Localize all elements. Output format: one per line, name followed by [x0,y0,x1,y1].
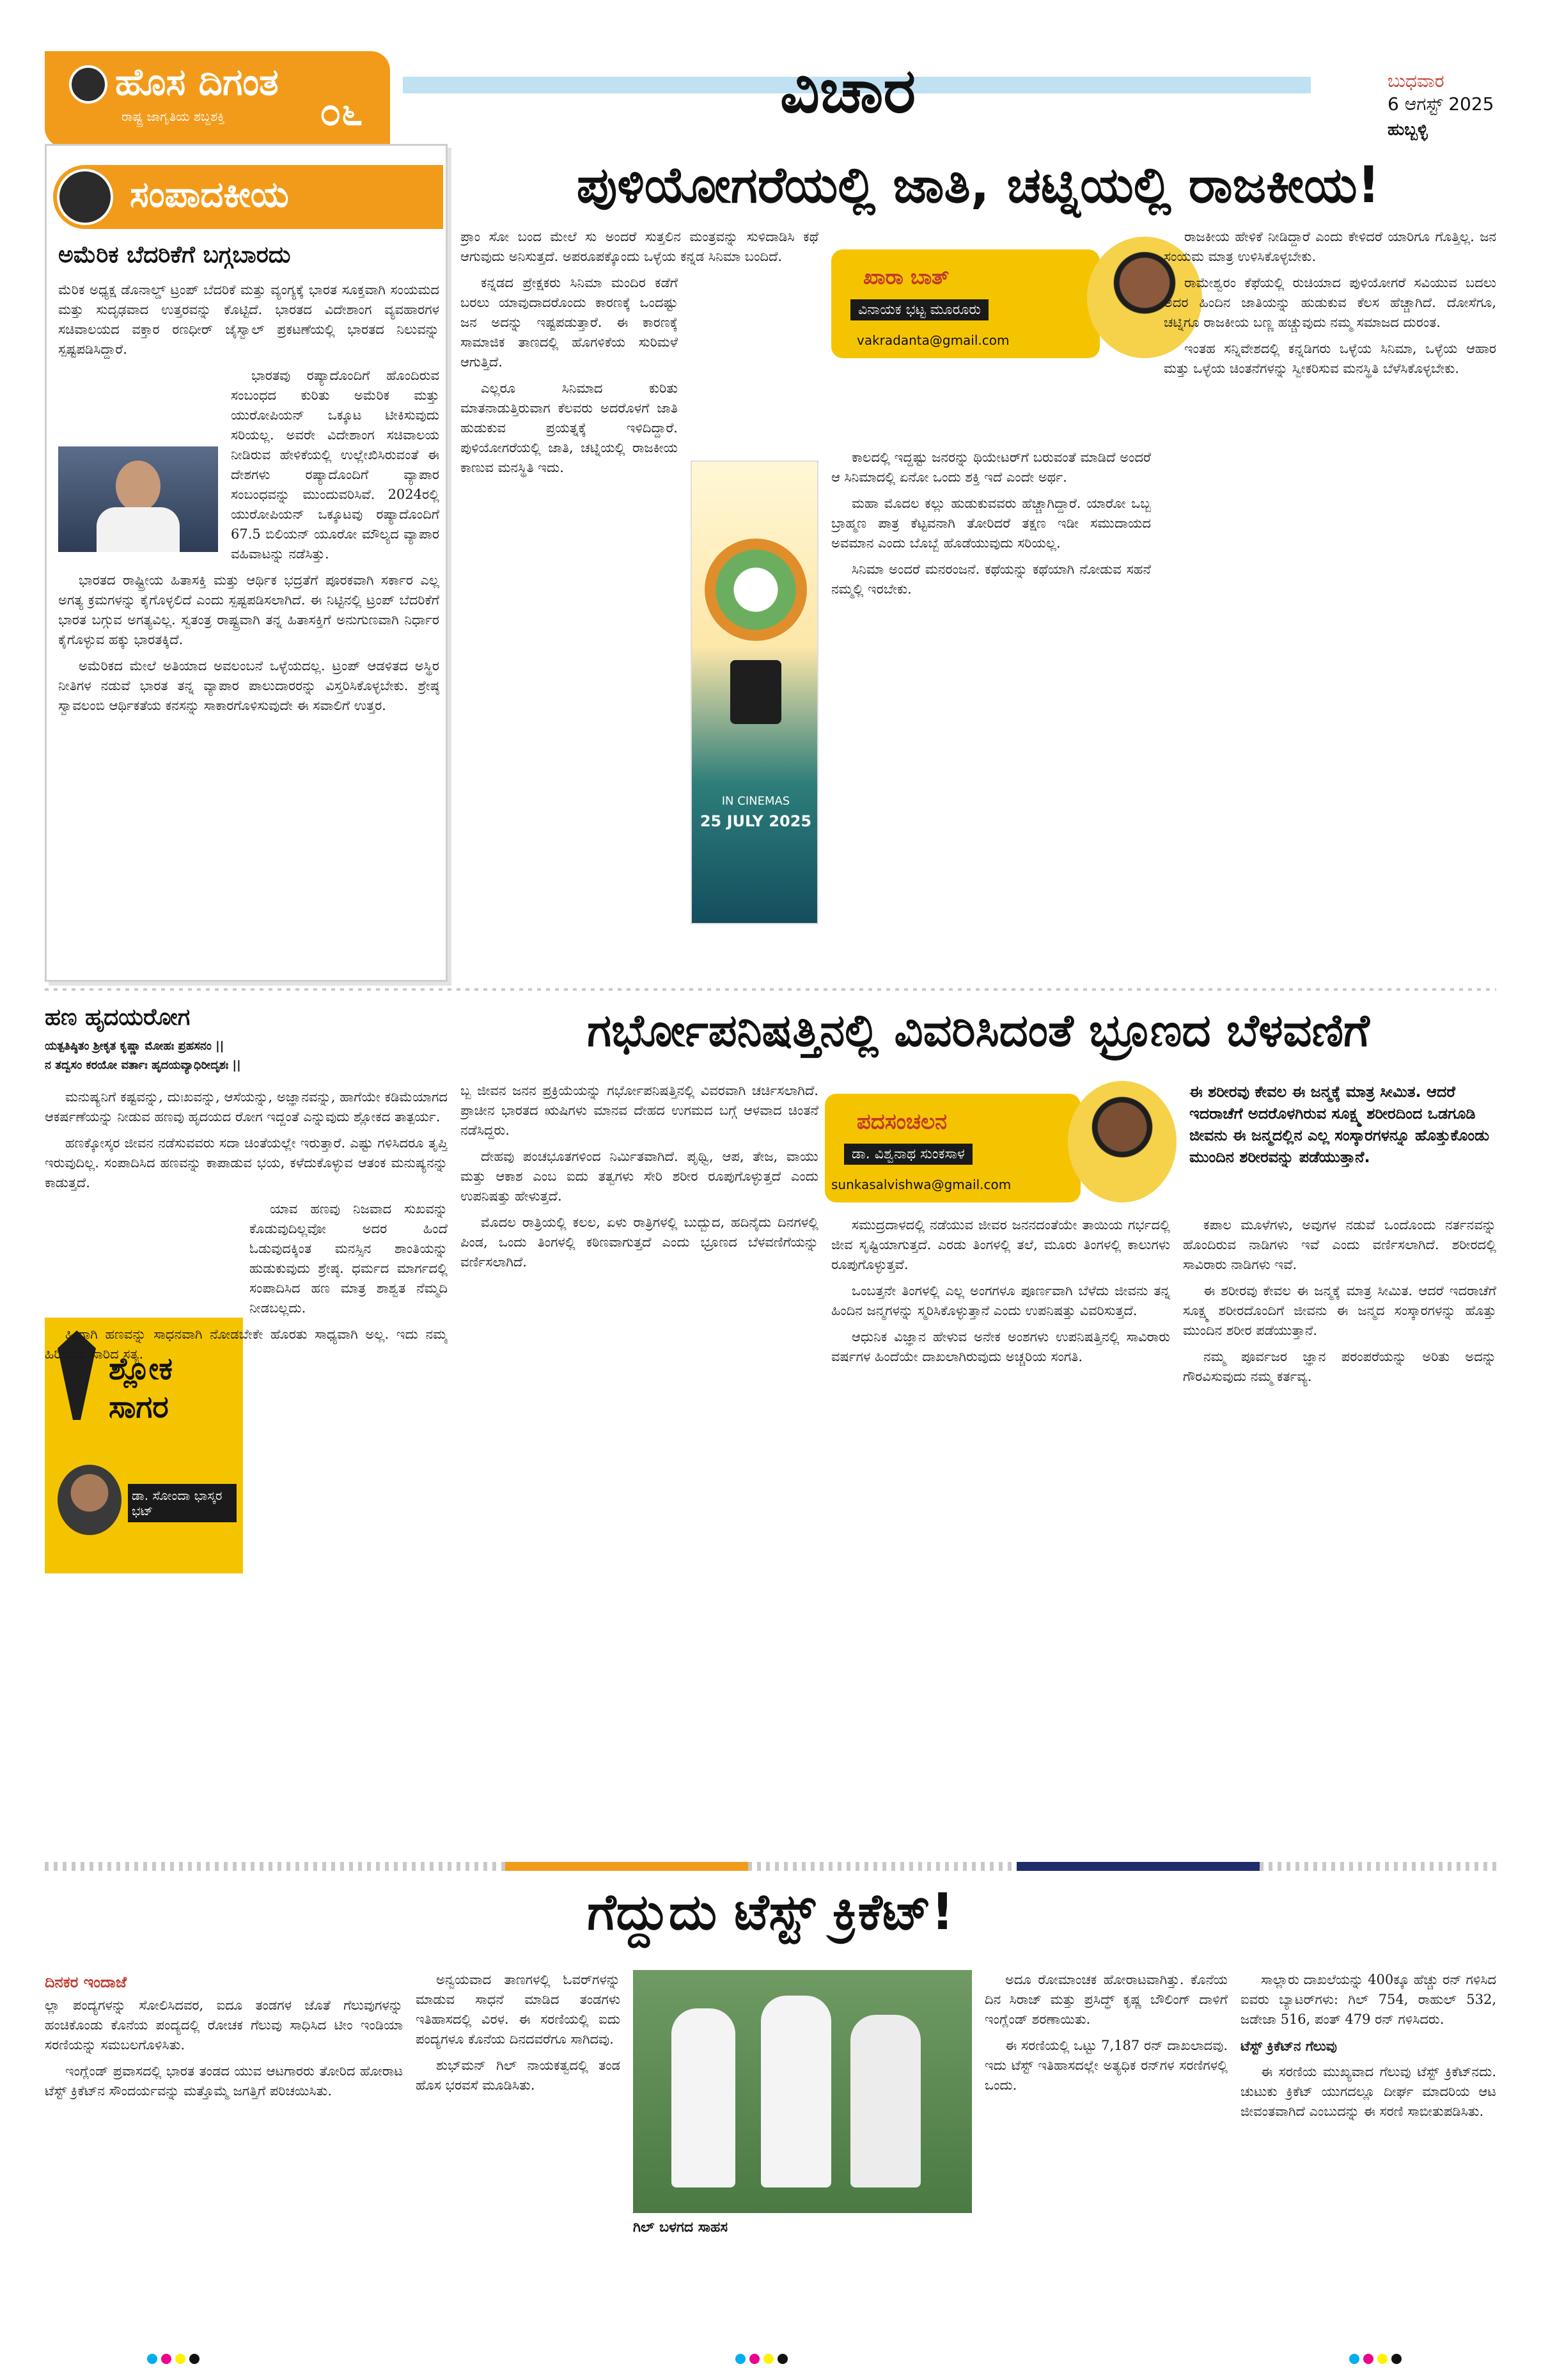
cricket-caption: ಗಿಲ್ ಬಳಗದ ಸಾಹಸ [633,2219,728,2235]
editorial-label: ಸಂಪಾದಕೀಯ [130,174,289,216]
article4-col1: ಲ್ಲಾ ಪಂದ್ಯಗಳನ್ನು ಸೋಲಿಸಿದವರ, ಐದೂ ತಂಡಗಳ ಜೊತೆ ಗೆಲುವುಗಳನ್ನು ಹಂಚಿಕೊಂಡು ಕೊನೆಯ ಪಂದ್ಯದಲ್ಲಿ ರೋಚಕ ಗೆಲುವು ಸಾಧಿಸಿದ ಟೀಂ ಇಂಡಿಯಾ ಸರಣಿಯನ್ನು ಸಮಬಲಗೊಳಿಸಿತು. ಇಂಗ್ಲೆಂಡ್ ಪ್ರವಾಸದಲ್ಲಿ ಭಾರತ ತಂಡದ ಯುವ ಆಟಗಾರರು ತೋರಿದ ಹೋರಾಟ ಟೆಸ್ಟ್ ಕ್ರಿಕೆಟ್‌ನ ಸೌಂದರ್ಯವನ್ನು ಮತ್ತೊಮ್ಮೆ ಜಗತ್ತಿಗೆ ಪರಿಚಯಿಸಿತು. [45,1998,403,2099]
poster-release-label: IN CINEMAS [721,794,790,808]
issue-date: 6 ಆಗಸ್ಟ್ 2025 [1388,93,1494,114]
article3-author: ಡಾ. ವಿಶ್ವನಾಥ ಸುಂಕಸಾಳ [844,1144,973,1165]
shloka-body: ಮನುಷ್ಯನಿಗೆ ಕಷ್ಟವನ್ನು, ದುಃಖವನ್ನು, ಆಸೆಯನ್ನು, ಅಜ್ಞಾನವನ್ನು, ಹಾಗೆಯೇ ಕಡಿಮೆಯಾಗದ ಆಕರ್ಷಣೆಯನ್ನು ನೀಡುವ ಹಣವು ಹೃದಯದ ರೋಗ ಇದ್ದಂತೆ ಎನ್ನುವುದು ಶ್ಲೋಕದ ತಾತ್ಪರ್ಯ. ಹಣಕ್ಕೋಸ್ಕರ ಜೀವನ ನಡೆಸುವವರು ಸದಾ ಚಿಂತೆಯಲ್ಲೇ ಇರುತ್ತಾರೆ. ಎಷ್ಟು ಗಳಿಸಿದರೂ ತೃಪ್ತಿ ಇರುವುದಿಲ್ಲ. ಸಂಪಾದಿಸಿದ ಹಣವನ್ನು ಕಾಪಾಡುವ ಭಯ, ಕಳೆದುಕೊಳ್ಳುವ ಆತಂಕ ಮನುಷ್ಯನನ್ನು ಕಾಡುತ್ತದೆ. ಯಾವ ಹಣವು ನಿಜವಾದ ಸುಖವನ್ನು ಕೊಡುವುದಿಲ್ಲವೋ ಅದರ ಹಿಂದೆ ಓಡುವುದಕ್ಕಿಂತ ಮನಸ್ಸಿನ ಶಾಂತಿಯನ್ನು ಹುಡುಕುವುದು ಶ್ರೇಷ್ಠ. ಧರ್ಮದ ಮಾರ್ಗದಲ್ಲಿ ಸಂಪಾದಿಸಿದ ಹಣ ಮಾತ್ರ ಶಾಶ್ವತ ನೆಮ್ಮದಿ ನೀಡಬಲ್ಲದು. ಹೀಗಾಗಿ ಹಣವನ್ನು ಸಾಧನವಾಗಿ ನೋಡಬೇಕೇ ಹೊರತು ಸಾಧ್ಯವಾಗಿ ಅಲ್ಲ. ಇದು ನಮ್ಮ ಹಿರಿಯರು ಸಾರಿದ ಸತ್ಯ. [45,1089,448,1362]
editorial-title: ಅಮೆರಿಕ ಬೆದರಿಕೆಗೆ ಬಗ್ಗಬಾರದು [58,242,291,268]
issue-day: ಬುಧವಾರ [1388,70,1444,91]
brand-tagline: ರಾಷ್ಟ್ರ ಜಾಗೃತಿಯ ಶಬ್ದಶಕ್ತಿ [121,109,225,124]
page-number: ೦೬ [320,90,363,134]
article3-headline: ಗರ್ಭೋಪನಿಷತ್ತಿನಲ್ಲಿ ವಿವರಿಸಿದಂತೆ ಭ್ರೂಣದ ಬೆಳವಣಿಗೆ [587,1004,1370,1057]
article4-col2: ಅನ್ವಯವಾದ ತಾಣಗಳಲ್ಲಿ ಓವರ್‌ಗಳನ್ನು ಮಾಡುವ ಸಾಧನೆ ಮಾಡಿದ ತಂಡಗಳು ಇತಿಹಾಸದಲ್ಲಿ ವಿರಳ. ಈ ಸರಣಿಯಲ್ಲಿ ಐದು ಪಂದ್ಯಗಳೂ ಕೊನೆಯ ದಿನದವರೆಗೂ ಸಾಗಿದವು. ಶುಭ್‌ಮನ್ ಗಿಲ್ ನಾಯಕತ್ವದಲ್ಲಿ ತಂಡ ಹೊಸ ಭರವಸೆ ಮೂಡಿಸಿತು. [416,1972,620,2093]
article3-col1: ಬ್ಬ ಜೀವನ ಜನನ ಪ್ರಕ್ರಿಯೆಯನ್ನು ಗರ್ಭೋಪನಿಷತ್ತಿನಲ್ಲಿ ವಿವರವಾಗಿ ಚರ್ಚಿಸಲಾಗಿದೆ. ಪ್ರಾಚೀನ ಭಾರತದ ಋಷಿಗಳು ಮಾನವ ದೇಹದ ಉಗಮದ ಬಗ್ಗೆ ಆಳವಾದ ಚಿಂತನೆ ನಡೆಸಿದ್ದರು. ದೇಹವು ಪಂಚಭೂತಗಳಿಂದ ನಿರ್ಮಿತವಾಗಿದೆ. ಪೃಥ್ವಿ, ಆಪ, ತೇಜ, ವಾಯು ಮತ್ತು ಆಕಾಶ ಎಂಬ ಐದು ತತ್ವಗಳು ಸೇರಿ ಶರೀರ ರೂಪುಗೊಳ್ಳುತ್ತದೆ ಎಂದು ಉಪನಿಷತ್ತು ಹೇಳುತ್ತದೆ. ಮೊದಲ ರಾತ್ರಿಯಲ್ಲಿ ಕಲಲ, ಏಳು ರಾತ್ರಿಗಳಲ್ಲಿ ಬುದ್ಬುದ, ಹದಿನೈದು ದಿನಗಳಲ್ಲಿ ಪಿಂಡ, ಒಂದು ತಿಂಗಳಲ್ಲಿ ಕಠಿಣವಾಗುತ್ತದೆ ಎಂದು ಭ್ರೂಣದ ಬೆಳವಣಿಗೆಯನ್ನು ವರ್ಣಿಸಲಾಗಿದೆ. [460,1083,818,1270]
editorial-para: ಅಮೆರಿಕದ ಮೇಲೆ ಅತಿಯಾದ ಅವಲಂಬನೆ ಒಳ್ಳೆಯದಲ್ಲ. ಟ್ರಂಪ್ ಆಡಳಿತದ ಅಸ್ಥಿರ ನೀತಿಗಳ ನಡುವೆ ಭಾರತ ತನ್ನ ವ್ಯಾಪಾರ ಪಾಲುದಾರರನ್ನು ವಿಸ್ತರಿಸಿಕೊಳ್ಳಬೇಕು. ಶ್ರೇಷ್ಠ ಸ್ವಾವಲಂಬಿ ಆರ್ಥಿಕತೆಯ ಕನಸನ್ನು ಸಾಕಾರಗೊಳಿಸುವುದೇ ಈ ಸವಾಲಿಗೆ ಉತ್ತರ. [58,658,439,713]
section-divider [45,988,1496,991]
shloka-line-1: ಯತ್ಪತಿಷ್ಠಿತಂ ಶ್ರೀಕೃತ ಕೃಷ್ಣಾ ಮೋಹಃ ಪ್ರಹಸನಂ || [45,1039,224,1053]
author-photo [1068,1081,1177,1202]
shloka-label: ಹಣ ಹೃದಯರೋಗ [45,1004,191,1030]
registration-dots-left [147,2354,203,2367]
article4-col3: ಅದೂ ರೋಮಾಂಚಕ ಹೋರಾಟವಾಗಿತ್ತು. ಕೊನೆಯ ದಿನ ಸಿರಾಜ್ ಮತ್ತು ಪ್ರಸಿದ್ಧ್ ಕೃಷ್ಣ ಬೌಲಿಂಗ್ ದಾಳಿಗೆ ಇಂಗ್ಲೆಂಡ್ ಶರಣಾಯಿತು. ಈ ಸರಣಿಯಲ್ಲಿ ಒಟ್ಟು 7,187 ರನ್ ದಾಖಲಾದವು. ಇದು ಟೆಸ್ಟ್ ಇತಿಹಾಸದಲ್ಲೇ ಅತ್ಯಧಿಕ ರನ್‌ಗಳ ಸರಣಿಗಳಲ್ಲಿ ಒಂದು. [985,1972,1228,2093]
poster-release-date: 25 JULY 2025 [700,812,812,830]
article4-author: ದಿನಕರ ಇಂದಾಜೆ [45,1973,127,1991]
article1-col3: ರಾಜಕೀಯ ಹೇಳಿಕೆ ನೀಡಿದ್ದಾರೆ ಎಂದು ಕೇಳಿದರೆ ಯಾರಿಗೂ ಗೊತ್ತಿಲ್ಲ. ಜನ ಸಂಯಮ ಮಾತ್ರ ಉಳಿಸಿಕೊಳ್ಳಬೇಕು. ರಾಮೇಶ್ವರಂ ಕೆಫೆಯಲ್ಲಿ ರುಚಿಯಾದ ಪುಳಿಯೋಗರೆ ಸವಿಯುವ ಬದಲು ಅದರ ಹಿಂದಿನ ಜಾತಿಯನ್ನು ಹುಡುಕುವ ಕೆಲಸ ಹೆಚ್ಚಾಗಿದೆ. ದೋಸೆಗೂ, ಚಟ್ನಿಗೂ ರಾಜಕೀಯ ಬಣ್ಣ ಹಚ್ಚುವುದು ನಮ್ಮ ಸಮಾಜದ ದುರಂತ. ಇಂತಹ ಸನ್ನಿವೇಶದಲ್ಲಿ ಕನ್ನಡಿಗರು ಒಳ್ಳೆಯ ಸಿನಿಮಾ, ಒಳ್ಳೆಯ ಆಹಾರ ಮತ್ತು ಒಳ್ಳೆಯ ಚಿಂತನೆಗಳನ್ನು ಸ್ವೀಕರಿಸುವ ಮನಸ್ಥಿತಿ ಬೆಳೆಸಿಕೊಳ್ಳಬೇಕು. [1164,229,1496,376]
editorial-body [58,280,439,971]
logo-emblem-icon [69,65,107,104]
editorial-para: ಭಾರತದ ರಾಷ್ಟ್ರೀಯ ಹಿತಾಸಕ್ತಿ ಮತ್ತು ಆರ್ಥಿಕ ಭದ್ರತೆಗೆ ಪೂರಕವಾಗಿ ಸರ್ಕಾರ ಎಲ್ಲ ಅಗತ್ಯ ಕ್ರಮಗಳನ್ನು ಕೈಗೊಳ್ಳಲಿದೆ ಎಂದು ಸ್ಪಷ್ಟಪಡಿಸಲಾಗಿದೆ. ಈ ನಿಟ್ಟಿನಲ್ಲಿ ಟ್ರಂಪ್ ಬೆದರಿಕೆಗೆ ಭಾರತ ಬಗ್ಗುವ ಅಗತ್ಯವಿಲ್ಲ. ಸ್ವತಂತ್ರ ರಾಷ್ಟ್ರವಾಗಿ ತನ್ನ ಹಿತಾಸಕ್ತಿಗೆ ಅನುಗುಣವಾಗಿ ನಿರ್ಧಾರ ಕೈಗೊಳ್ಳುವ ಹಕ್ಕು ಭಾರತಕ್ಕಿದೆ. [58,572,439,647]
ornament-bar [45,1858,1496,1873]
cricket-photo [633,1970,972,2213]
masthead [45,51,1496,147]
article1-headline: ಪುಳಿಯೋಗರೆಯಲ್ಲಿ ಜಾತಿ, ಚಟ್ನಿಯಲ್ಲಿ ರಾಜಕೀಯ! [576,157,1381,214]
article1-col2: ಕಾಲದಲ್ಲಿ ಇದ್ದಷ್ಟು ಜನರನ್ನು ಥಿಯೇಟರ್‌ಗೆ ಬರುವಂತೆ ಮಾಡಿದೆ ಅಂದರೆ ಆ ಸಿನಿಮಾದಲ್ಲಿ ಏನೋ ಒಂದು ಶಕ್ತಿ ಇದೆ ಎಂದೇ ಅರ್ಥ. ಮಹಾ ಮೊದಲ ಕಲ್ಲು ಹುಡುಕುವವರು ಹೆಚ್ಚಾಗಿದ್ದಾರೆ. ಯಾರೋ ಒಬ್ಬ ಬ್ರಾಹ್ಮಣ ಪಾತ್ರ ಕೆಟ್ಟವನಾಗಿ ತೋರಿದರೆ ತಕ್ಷಣ ಇಡೀ ಸಮುದಾಯದ ಅವಮಾನ ಎಂದು ಬೊಬ್ಬೆ ಹೊಡೆಯುವುದು ಸರಿಯಲ್ಲ. ಸಿನಿಮಾ ಅಂದರೆ ಮನರಂಜನೆ. ಕಥೆಯನ್ನು ಕಥೆಯಾಗಿ ನೋಡುವ ಸಹನೆ ನಮ್ಮಲ್ಲಿ ಇರಬೇಕು. [831,450,1151,597]
article3-deck: ಈ ಶರೀರವು ಕೇವಲ ಈ ಜನ್ಮಕ್ಕೆ ಮಾತ್ರ ಸೀಮಿತ. ಆದರೆ ಇದರಾಚೆಗೆ ಅದರೊಳಗಿರುವ ಸೂಕ್ಷ್ಮ ಶರೀರದಿಂದ ಒಡಗೂಡಿ ಜೀವನು ಈ ಜನ್ಮದಲ್ಲಿನ ಎಲ್ಲ ಸಂಸ್ಕಾರಗಳನ್ನೂ ಹೊತ್ತುಕೊಂಡು ಮುಂದಿನ ಶರೀರವನ್ನು ಪಡೆಯುತ್ತಾನೆ. [1189,1083,1489,1166]
shloka-line-2: ನ ತದ್ವಸಂ ಕರಯೋ ವರ್ತಾಃ ಹೃದಯವ್ಯಾಧಿರೀದೃಶಃ || [45,1059,241,1072]
registration-dots-right [1349,2354,1405,2367]
subheading: ಟೆಸ್ಟ್ ಕ್ರಿಕೆಟ್‌ನ ಗೆಲುವು [1240,2038,1337,2054]
article3-column-name: ಪದಸಂಚಲನ [857,1109,948,1135]
shloka-author: ಡಾ. ಸೋಂದಾ ಭಾಸ್ಕರ ಭಟ್ [128,1484,237,1522]
article1-email: vakradanta@gmail.com [857,333,1010,348]
article4-col4: ಸಾಲ್ಲಾರು ದಾಖಲೆಯನ್ನು 400ಕ್ಕೂ ಹೆಚ್ಚು ರನ್ ಗಳಿಸಿದ ಐವರು ಬ್ಯಾಟರ್‌ಗಳು: ಗಿಲ್ 754, ರಾಹುಲ್ 532, ಜಡೇಜಾ 516, ಪಂತ್ 479 ರನ್ ಗಳಿಸಿದರು. ಟೆಸ್ಟ್ ಕ್ರಿಕೆಟ್‌ನ ಗೆಲುವು ಈ ಸರಣಿಯ ಮುಖ್ಯವಾದ ಗೆಲುವು ಟೆಸ್ಟ್ ಕ್ರಿಕೆಟ್‌ನದು. ಚುಟುಕು ಕ್ರಿಕೆಟ್ ಯುಗದಲ್ಲೂ ದೀರ್ಘ ಮಾದರಿಯ ಆಟ ಜೀವಂತವಾಗಿದೆ ಎಂಬುದನ್ನು ಈ ಸರಣಿ ಸಾಬೀತುಪಡಿಸಿತು. [1240,1972,1496,2119]
editorial-box [45,144,448,982]
article3-col3: ಕಪಾಲ ಮೂಳೆಗಳು, ಅವುಗಳ ನಡುವೆ ಒಂದೊಂದು ನರ್ತನವನ್ನು ಹೊಂದಿರುವ ನಾಡಿಗಳು ಇವೆ ಎಂದು ವರ್ಣಿಸಲಾಗಿದೆ. ಶರೀರದಲ್ಲಿ ಸಾವಿರಾರು ನಾಡಿಗಳು ಇವೆ. ಈ ಶರೀರವು ಕೇವಲ ಈ ಜನ್ಮಕ್ಕೆ ಮಾತ್ರ ಸೀಮಿತ. ಆದರೆ ಇದರಾಚೆಗೆ ಸೂಕ್ಷ್ಮ ಶರೀರದೊಂದಿಗೆ ಜೀವನು ಈ ಜನ್ಮದ ಸಂಸ್ಕಾರಗಳನ್ನು ಹೊತ್ತು ಮುಂದಿನ ಶರೀರ ಪಡೆಯುತ್ತಾನೆ. ನಮ್ಮ ಪೂರ್ವಜರ ಜ್ಞಾನ ಪರಂಪರೆಯನ್ನು ಅರಿತು ಅದನ್ನು ಗೌರವಿಸುವುದು ನಮ್ಮ ಕರ್ತವ್ಯ. [1183,1217,1496,1384]
editorial-label-bar [53,165,443,229]
article1-column-name: ಖಾರಾ ಬಾತ್ [863,265,950,289]
editorial-para: ಮೆರಿಕ ಅಧ್ಯಕ್ಷ ಡೊನಾಲ್ಡ್ ಟ್ರಂಪ್ ಬೆದರಿಕೆ ಮತ್ತು ವ್ಯಂಗ್ಯಕ್ಕೆ ಭಾರತ ಸೂಕ್ತವಾಗಿ ಸಂಯಮದ ಮತ್ತು ಸುದೃಢವಾದ ಉತ್ತರವನ್ನು ಕೊಟ್ಟಿದೆ. ಭಾರತದ ವಿದೇಶಾಂಗ ವ್ಯವಹಾರಗಳ ಸಚಿವಾಲಯದ ವಕ್ತಾರ ರಣಧೀರ್ ಜೈಸ್ವಾಲ್ ಪ್ರಕಟಣೆಯಲ್ಲಿ ಭಾರತದ ನಿಲುವನ್ನು ಸ್ಪಷ್ಟಪಡಿಸಿದ್ದಾರೆ. [58,282,439,357]
editorial-emblem-icon [57,169,113,225]
article3-byline-card [825,1081,1183,1209]
article1-col1: ಪ್ರಾಂ ಸೋ ಬಂದ ಮೇಲೆ ಸು ಅಂದರೆ ಸುತ್ತಲಿನ ಮಂತ್ರವನ್ನು ಸುಳಿದಾಡಿಸಿ ಕಥೆ ಆಗುವುದು ಅನಿಸುತ್ತದೆ. ಅಪರೂಪಕ್ಕೊಂದು ಒಳ್ಳೆಯ ಕನ್ನಡ ಸಿನಿಮಾ ಬಂದಿದೆ. ಕನ್ನಡದ ಪ್ರೇಕ್ಷಕರು ಸಿನಿಮಾ ಮಂದಿರ ಕಡೆಗೆ ಬರಲು ಯಾವುದಾದರೊಂದು ಕಾರಣಕ್ಕೆ ಒಂದಷ್ಟು ಜನ ಅದನ್ನು ಇಷ್ಟಪಡುತ್ತಾರೆ. ಈ ಕಾರಣಕ್ಕೆ ಸಾಮಾಜಿಕ ತಾಣದಲ್ಲಿ ಹೊಗಳಿಕೆಯ ಸುರಿಮಳೆ ಆಗುತ್ತಿದೆ. ಎಲ್ಲರೂ ಸಿನಿಮಾದ ಕುರಿತು ಮಾತನಾಡುತ್ತಿರುವಾಗ ಕೆಲವರು ಅದರೊಳಗೆ ಜಾತಿ ಹುಡುಕುವ ಪ್ರಯತ್ನಕ್ಕೆ ಇಳಿದಿದ್ದಾರೆ. ಪುಳಿಯೋಗರೆಯಲ್ಲಿ ಜಾತಿ, ಚಟ್ನಿಯಲ್ಲಿ ರಾಜಕೀಯ ಕಾಣುವ ಮನಸ್ಥಿತಿ ಇದು. [460,229,818,475]
brand-logo [45,51,390,147]
section-title: ವಿಚಾರ [780,55,916,127]
edition-city: ಹುಬ್ಬಳ್ಳಿ [1388,120,1428,139]
registration-dots-center [735,2354,792,2367]
article3-email: sunkasalvishwa@gmail.com [831,1177,1012,1192]
article4-headline: ಗೆದ್ದುದು ಟೆಸ್ಟ್ ಕ್ರಿಕೆಟ್! [587,1884,954,1941]
article3-col2: ಸಮುದ್ರದಾಳದಲ್ಲಿ ನಡೆಯುವ ಜೀವರ ಜನನದಂತೆಯೇ ತಾಯಿಯ ಗರ್ಭದಲ್ಲಿ ಜೀವ ಸೃಷ್ಟಿಯಾಗುತ್ತದೆ. ಎರಡು ತಿಂಗಳಲ್ಲಿ ತಲೆ, ಮೂರು ತಿಂಗಳಲ್ಲಿ ಕಾಲುಗಳು ರೂಪುಗೊಳ್ಳುತ್ತವೆ. ಒಂಬತ್ತನೇ ತಿಂಗಳಲ್ಲಿ ಎಲ್ಲ ಅಂಗಗಳೂ ಪೂರ್ಣವಾಗಿ ಬೆಳೆದು ಜೀವನು ತನ್ನ ಹಿಂದಿನ ಜನ್ಮಗಳನ್ನು ಸ್ಮರಿಸಿಕೊಳ್ಳುತ್ತಾನೆ ಎಂದು ಉಪನಿಷತ್ತು ವಿವರಿಸುತ್ತದೆ. ಆಧುನಿಕ ವಿಜ್ಞಾನ ಹೇಳುವ ಅನೇಕ ಅಂಶಗಳು ಉಪನಿಷತ್ತಿನಲ್ಲಿ ಸಾವಿರಾರು ವರ್ಷಗಳ ಹಿಂದೆಯೇ ದಾಖಲಾಗಿರುವುದು ಅಚ್ಚರಿಯ ಸಂಗತಿ. [831,1217,1170,1364]
shloka-column-name: ಶ್ಲೋಕ ಸಾಗರ [109,1351,173,1425]
article1-author: ವಿನಾಯಕ ಭಟ್ಟ ಮೂರೂರು [850,299,989,320]
editorial-para: ಭಾರತವು ರಷ್ಯಾದೊಂದಿಗೆ ಹೊಂದಿರುವ ಸಂಬಂಧದ ಕುರಿತು ಅಮೆರಿಕ ಮತ್ತು ಯುರೋಪಿಯನ್ ಒಕ್ಕೂಟ ಟೀಕಿಸುವುದು ಸರಿಯಲ್ಲ. ಅವರೇ ವಿದೇಶಾಂಗ ಸಚಿವಾಲಯ ನೀಡಿರುವ ಹೇಳಿಕೆಯಲ್ಲಿ ಉಲ್ಲೇಖಿಸಿರುವಂತೆ ಈ ದೇಶಗಳು ರಷ್ಯಾದೊಂದಿಗೆ ವ್ಯಾಪಾರ ಸಂಬಂಧವನ್ನು ಮುಂದುವರಿಸಿವೆ. 2024ರಲ್ಲಿ ಯುರೋಪಿಯನ್ ಒಕ್ಕೂಟವು ರಷ್ಯಾದೊಂದಿಗೆ 67.5 ಬಿಲಿಯನ್ ಯೂರೋ ಮೌಲ್ಯದ ವ್ಯಾಪಾರ ವಹಿವಾಟನ್ನು ನಡೆಸಿತ್ತು. [231,368,439,562]
brand-name: ಹೊಸ ದಿಗಂತ [115,60,279,104]
article1-byline-card [831,237,1215,365]
